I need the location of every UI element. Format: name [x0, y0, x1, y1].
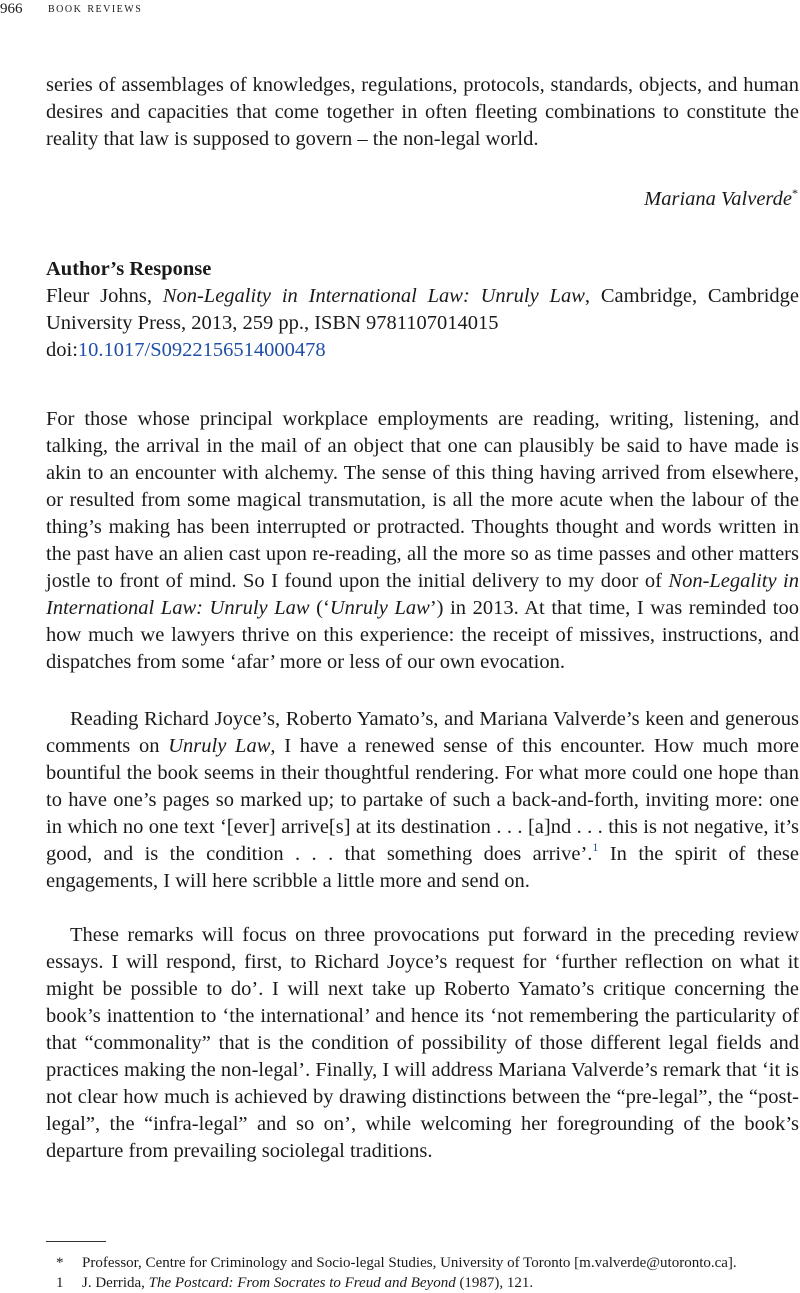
footnote-ref-1[interactable]: 1 — [592, 840, 599, 854]
section-title: book reviews — [48, 1, 143, 16]
body-paragraph-1: For those whose principal workplace employments are reading, writing, listening, and talking, the arrival in the mail of an object that one can plausibly be said to have made is akin to an encounter with alchemy. The sense of this thing having arrived from elsewhere, or resulted from some magical transmutation, is all the more acute when the labour of the thing’s making has been interrupted or protracted. Thoughts thought and words written in the past have an alien cast upon re-reading, all the more so as time passes and other matters jostle to front of mind. So I found upon the initial delivery to my door of Non-Legality in International Law: Unruly Law (‘Unruly Law’) in 2013. At that time, I was reminded too how much we lawyers thrive on this experience: the receipt of missives, instructions, and dispatches from some ‘afar’ more or less of our own evocation. — [46, 408, 800, 673]
footnote-text: J. Derrida, The Postcard: From Socrates to Freud and Beyond (1987), 121. — [82, 1275, 534, 1291]
opening-paragraph: series of assemblages of knowledges, regulations, protocols, standards, objects, and human desires and capacities that come together in often fleeting combinations to constitute the reality that law is supposed to govern – the non-legal world. — [46, 74, 799, 150]
citation-title: Non-Legality in International Law: Unruly Law — [162, 285, 585, 307]
footnote-divider — [46, 1241, 106, 1242]
doi-link[interactable]: 10.1017/S0922156514000478 — [77, 339, 326, 361]
footnote-text: Professor, Centre for Criminology and Socio-legal Studies, University of Toronto [m.valverde@utoronto.ca]. — [82, 1255, 737, 1271]
doi-label: doi: — [46, 339, 78, 361]
signature-footnote-mark: * — [792, 186, 798, 200]
body-paragraph-2: Reading Richard Joyce’s, Roberto Yamato’s, and Mariana Valverde’s keen and generous comments on Unruly Law, I have a renewed sense of this encounter. How much more bountiful the book seems in their thoughtful rendering. For what more could one hope than to have one’s pages so marked up; to partake of such a back-and-forth, inviting more: one in which no one text ‘[ever] arrive[s] at its destination . . . [a]nd . . . this is not negative, it’s good, and is the condition . . . that something does arrive’.$^1$ In the spirit of these engagements, I will here scribble a little more and send on. — [46, 708, 800, 892]
body-paragraph-3: These remarks will focus on three provocations put forward in the preceding review essays. I will respond, first, to Richard Joyce’s request for ‘further reflection on what it might be possible to do’. I will next take up Roberto Yamato’s critique concerning the book’s inattention to ‘the international’ and hence its ‘not remembering the particularity of that “commonality” that is the condition of possibility of those different legal fields and practices making the non-legal’. Finally, I will address Mariana Valverde’s remark that ‘it is not clear how much is achieved by drawing distinctions between the “pre-legal”, the “post-legal”, the “infra-legal” and so on’, while welcoming her foregrounding of the book’s departure from prevailing sociolegal traditions. — [46, 924, 799, 1162]
citation-publisher: , Cambridge, Cambridge University Press, 2013, 259 pp., ISBN 9781107014015 — [46, 285, 800, 334]
book-citation — [46, 283, 799, 364]
reviewer-signature — [644, 180, 798, 213]
short-title-inline: Unruly Law — [329, 597, 430, 619]
page-number: 966 — [0, 1, 23, 17]
citation-author: Fleur Johns, — [46, 285, 163, 307]
short-title-inline: Unruly Law — [168, 735, 271, 757]
footnote-mark: * — [56, 1255, 64, 1271]
section-heading: Author’s Response — [46, 258, 212, 280]
footnote-mark: 1 — [56, 1275, 64, 1291]
running-head — [0, 0, 800, 20]
reviewer-name: Mariana Valverde — [644, 187, 792, 210]
book-title-inline: Non-Legality in International Law: Unruly Law — [46, 570, 800, 619]
